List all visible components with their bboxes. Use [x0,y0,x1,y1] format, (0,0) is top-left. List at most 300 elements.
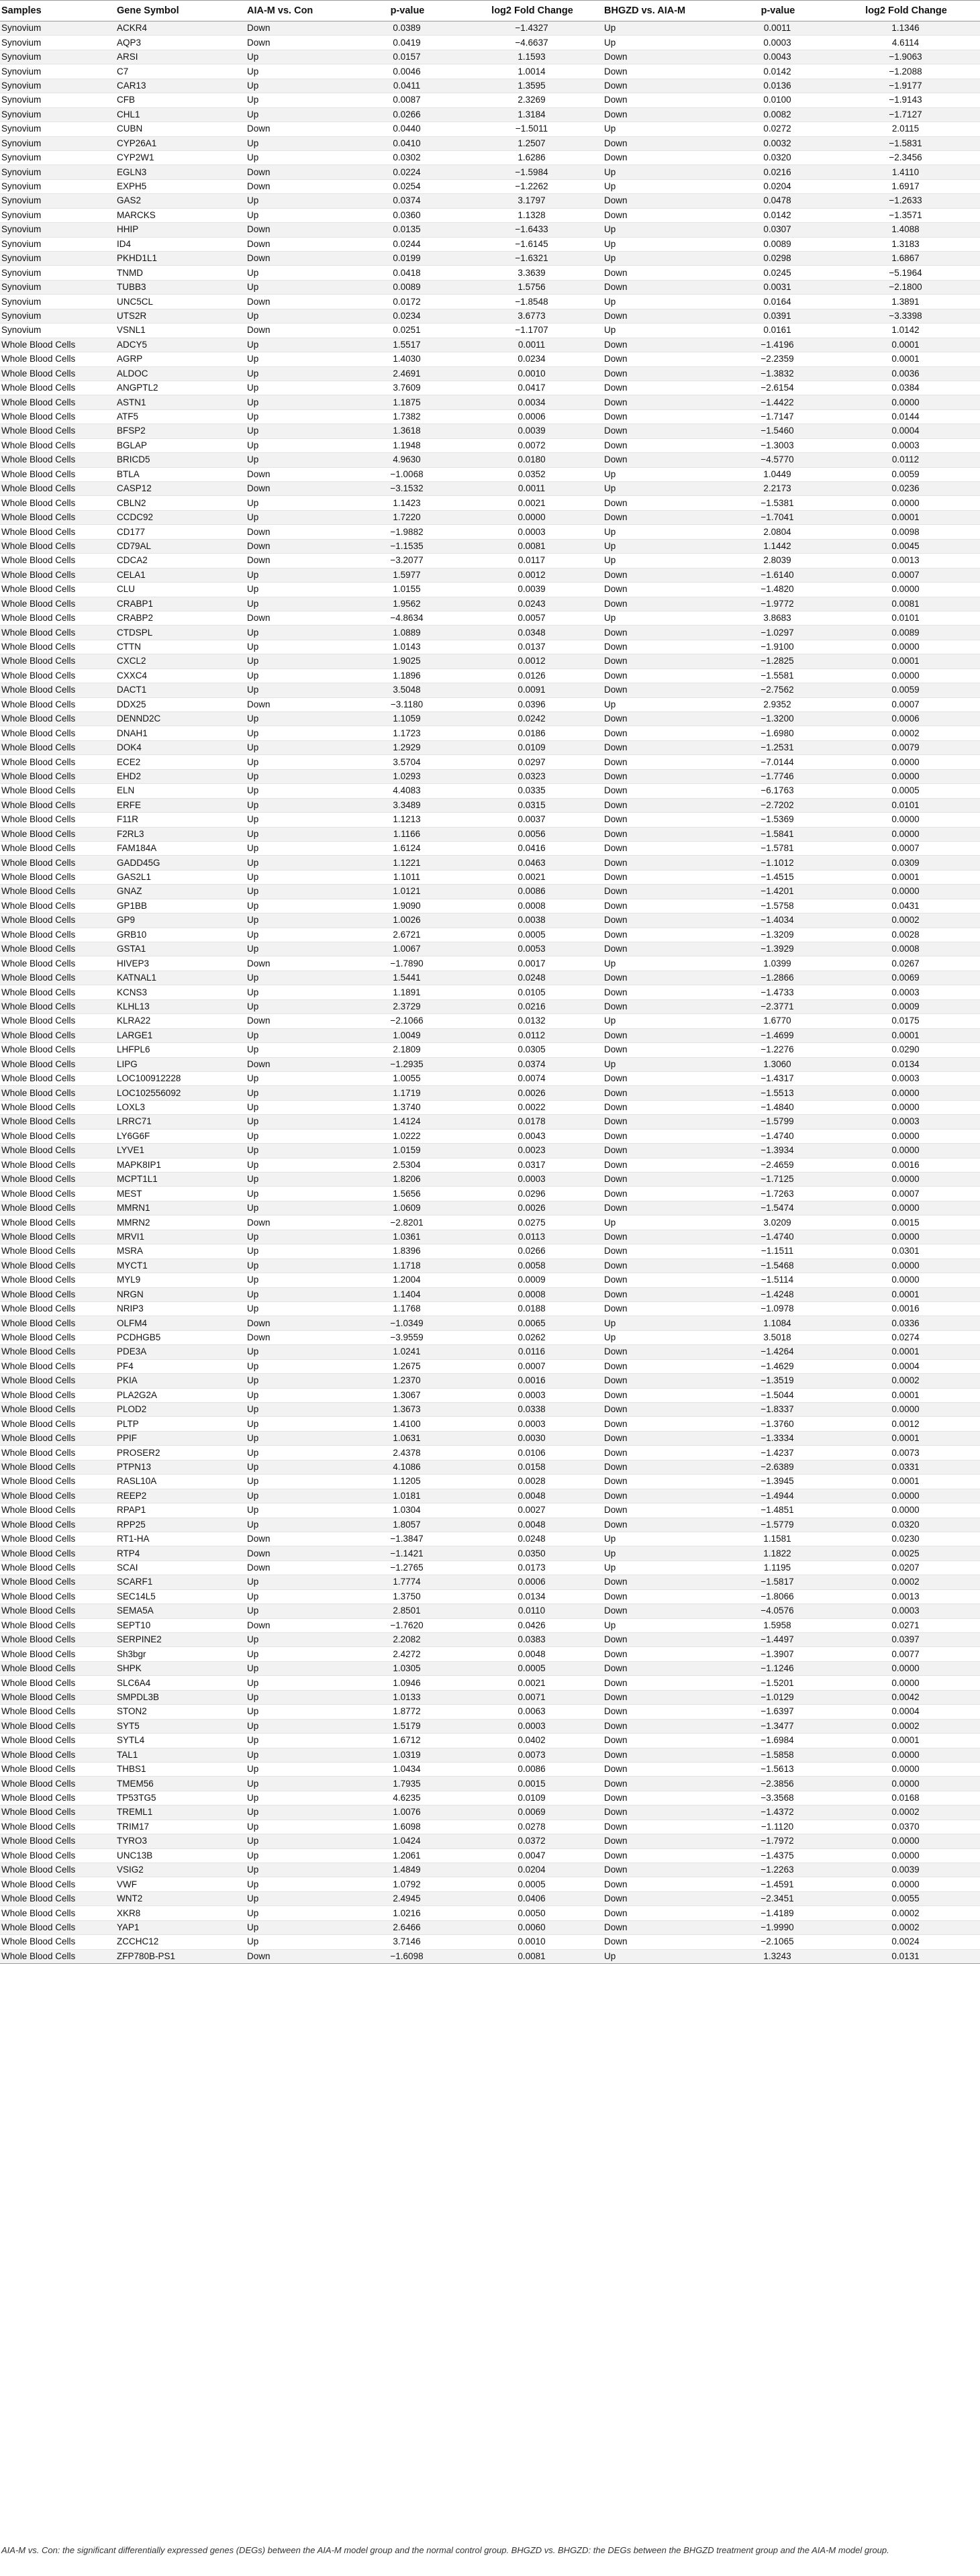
table-row [0,1489,980,1503]
table-row [0,1086,980,1100]
cell-aia-direction: Up [246,1575,353,1589]
cell-sample: Whole Blood Cells [0,1431,115,1445]
cell-sample: Whole Blood Cells [0,1705,115,1719]
cell-p-value-2: 0.0307 [724,223,831,237]
cell-sample: Whole Blood Cells [0,611,115,625]
cell-gene: C7 [115,64,246,79]
cell-log2fc-1: 0.0372 [460,1834,603,1848]
cell-p-value-1: 1.8206 [353,1173,460,1187]
cell-sample: Whole Blood Cells [0,1216,115,1230]
cell-p-value-2: 0.0032 [724,136,831,150]
cell-bhgzd-direction: Down [603,1173,724,1187]
cell-log2fc-1: 0.0021 [460,870,603,884]
cell-aia-direction: Up [246,136,353,150]
cell-log2fc-2: −1.2633 [831,194,980,208]
cell-log2fc-2: 0.0000 [831,395,980,409]
cell-p-value-2: −1.4515 [724,870,831,884]
table-row [0,1144,980,1158]
cell-sample: Synovium [0,64,115,79]
cell-bhgzd-direction: Up [603,554,724,568]
cell-sample: Whole Blood Cells [0,1100,115,1114]
table-row [0,1820,980,1834]
cell-sample: Synovium [0,136,115,150]
cell-log2fc-1: 0.0022 [460,1100,603,1114]
cell-sample: Synovium [0,280,115,294]
cell-bhgzd-direction: Down [603,266,724,280]
cell-p-value-1: −2.1066 [353,1014,460,1028]
table-row [0,223,980,237]
cell-log2fc-2: −1.2088 [831,64,980,79]
table-row [0,798,980,812]
cell-sample: Whole Blood Cells [0,683,115,697]
cell-log2fc-1: 1.6286 [460,150,603,164]
cell-log2fc-1: 0.0071 [460,1690,603,1704]
cell-aia-direction: Up [246,1258,353,1273]
cell-aia-direction: Up [246,1863,353,1877]
cell-aia-direction: Up [246,1230,353,1244]
cell-bhgzd-direction: Down [603,740,724,754]
cell-p-value-1: 1.0076 [353,1805,460,1820]
cell-p-value-2: −1.1246 [724,1661,831,1675]
table-row [0,697,980,711]
cell-p-value-1: −1.1535 [353,539,460,553]
cell-aia-direction: Up [246,1848,353,1863]
cell-p-value-1: 1.0121 [353,885,460,899]
cell-log2fc-1: 0.0266 [460,1244,603,1258]
cell-p-value-1: 0.0046 [353,64,460,79]
cell-aia-direction: Up [246,1071,353,1085]
table-row [0,1403,980,1417]
cell-sample: Whole Blood Cells [0,583,115,597]
table-row [0,870,980,884]
cell-aia-direction: Up [246,1158,353,1172]
cell-sample: Whole Blood Cells [0,1748,115,1762]
cell-sample: Whole Blood Cells [0,496,115,510]
cell-p-value-2: 1.6770 [724,1014,831,1028]
cell-bhgzd-direction: Up [603,467,724,481]
cell-bhgzd-direction: Down [603,1935,724,1949]
cell-aia-direction: Up [246,424,353,438]
cell-aia-direction: Up [246,999,353,1013]
cell-log2fc-2: 0.0005 [831,784,980,798]
cell-bhgzd-direction: Down [603,1129,724,1143]
cell-p-value-2: −1.6980 [724,726,831,740]
cell-sample: Whole Blood Cells [0,1043,115,1057]
cell-p-value-1: −4.8634 [353,611,460,625]
cell-p-value-1: 1.9025 [353,654,460,668]
cell-p-value-2: −1.4237 [724,1446,831,1460]
cell-aia-direction: Down [246,467,353,481]
cell-p-value-2: −1.4264 [724,1345,831,1359]
cell-aia-direction: Up [246,1345,353,1359]
cell-log2fc-1: −1.2262 [460,179,603,193]
cell-bhgzd-direction: Up [603,611,724,625]
cell-log2fc-1: −1.5011 [460,122,603,136]
cell-p-value-1: 1.1404 [353,1287,460,1301]
table-row [0,1906,980,1920]
cell-p-value-2: −1.7125 [724,1173,831,1187]
cell-sample: Synovium [0,252,115,266]
cell-gene: RTP4 [115,1546,246,1561]
cell-log2fc-1: 0.0021 [460,496,603,510]
cell-p-value-2: 0.0142 [724,64,831,79]
cell-aia-direction: Down [246,237,353,251]
cell-sample: Whole Blood Cells [0,1762,115,1776]
cell-p-value-1: −1.9882 [353,525,460,539]
cell-sample: Whole Blood Cells [0,1071,115,1085]
cell-gene: CTTN [115,640,246,654]
cell-bhgzd-direction: Up [603,525,724,539]
cell-bhgzd-direction: Up [603,1014,724,1028]
cell-log2fc-2: 0.0134 [831,1057,980,1071]
cell-log2fc-2: −1.5831 [831,136,980,150]
cell-log2fc-2: 0.0002 [831,1575,980,1589]
cell-aia-direction: Up [246,899,353,913]
cell-gene: XKR8 [115,1906,246,1920]
cell-log2fc-2: 1.6917 [831,179,980,193]
cell-gene: KCNS3 [115,985,246,999]
cell-bhgzd-direction: Down [603,597,724,611]
cell-p-value-2: 0.0011 [724,21,831,36]
cell-gene: SEC14L5 [115,1589,246,1603]
cell-p-value-1: 0.0234 [353,309,460,323]
table-row [0,1014,980,1028]
cell-sample: Whole Blood Cells [0,1460,115,1474]
cell-gene: BRICD5 [115,453,246,467]
cell-log2fc-1: 0.0112 [460,1028,603,1042]
cell-bhgzd-direction: Up [603,179,724,193]
table-body [0,21,980,1964]
cell-p-value-2: −1.5201 [724,1676,831,1690]
table-row [0,539,980,553]
cell-sample: Whole Blood Cells [0,668,115,683]
cell-p-value-2: −1.4840 [724,1100,831,1114]
cell-gene: ARSI [115,50,246,64]
cell-bhgzd-direction: Down [603,683,724,697]
cell-log2fc-2: −2.1800 [831,280,980,294]
cell-p-value-2: −2.6389 [724,1460,831,1474]
cell-log2fc-1: 0.0010 [460,366,603,381]
cell-log2fc-1: 0.0243 [460,597,603,611]
cell-log2fc-2: 1.3891 [831,295,980,309]
cell-p-value-2: −1.9772 [724,597,831,611]
cell-sample: Whole Blood Cells [0,899,115,913]
cell-aia-direction: Up [246,1935,353,1949]
cell-gene: CDCA2 [115,554,246,568]
cell-p-value-1: 1.8772 [353,1705,460,1719]
cell-sample: Synovium [0,223,115,237]
cell-sample: Whole Blood Cells [0,424,115,438]
cell-gene: PLA2G2A [115,1388,246,1402]
cell-sample: Whole Blood Cells [0,1345,115,1359]
cell-log2fc-2: 0.0101 [831,798,980,812]
cell-gene: F11R [115,813,246,827]
cell-p-value-2: −3.3568 [724,1791,831,1805]
cell-sample: Whole Blood Cells [0,798,115,812]
cell-sample: Synovium [0,309,115,323]
cell-log2fc-1: 0.0383 [460,1633,603,1647]
cell-aia-direction: Up [246,1043,353,1057]
table-row [0,1100,980,1114]
cell-p-value-2: −1.0297 [724,626,831,640]
cell-p-value-2: −2.3771 [724,999,831,1013]
cell-p-value-1: 1.8396 [353,1244,460,1258]
cell-bhgzd-direction: Down [603,668,724,683]
cell-aia-direction: Up [246,1244,353,1258]
cell-aia-direction: Up [246,280,353,294]
cell-p-value-1: 1.7220 [353,510,460,524]
cell-gene: MCPT1L1 [115,1173,246,1187]
cell-sample: Whole Blood Cells [0,1690,115,1704]
cell-log2fc-1: −1.6433 [460,223,603,237]
cell-log2fc-1: 0.0110 [460,1604,603,1618]
cell-aia-direction: Down [246,956,353,971]
cell-aia-direction: Up [246,64,353,79]
cell-p-value-2: −1.6984 [724,1734,831,1748]
cell-p-value-2: −1.4740 [724,1129,831,1143]
cell-p-value-2: 1.0399 [724,956,831,971]
cell-bhgzd-direction: Up [603,21,724,36]
cell-log2fc-1: 0.0204 [460,1863,603,1877]
cell-gene: F2RL3 [115,827,246,841]
cell-sample: Whole Blood Cells [0,554,115,568]
cell-p-value-2: −1.5513 [724,1086,831,1100]
cell-aia-direction: Up [246,1633,353,1647]
cell-p-value-2: 0.0100 [724,93,831,107]
table-footnote: AIA-M vs. Con: the significant differentially expressed genes (DEGs) between the AIA-M model group and the normal control group. BHGZD vs. BHGZD: the DEGs between the BHGZD treatment group and the AIA-M model group. [1,2545,889,2555]
cell-p-value-2: 1.5958 [724,1618,831,1632]
cell-p-value-2: −1.4820 [724,583,831,597]
cell-log2fc-2: 0.0007 [831,1187,980,1201]
cell-log2fc-1: 0.0057 [460,611,603,625]
cell-p-value-2: 3.8683 [724,611,831,625]
table-row [0,1173,980,1187]
table-row [0,510,980,524]
cell-p-value-1: 1.0155 [353,583,460,597]
cell-p-value-1: 1.0319 [353,1748,460,1762]
table-row [0,1330,980,1344]
cell-aia-direction: Up [246,1173,353,1187]
cell-aia-direction: Up [246,870,353,884]
cell-log2fc-1: 0.0008 [460,899,603,913]
header-p-value-1: p-value [353,1,460,21]
table-row [0,1690,980,1704]
cell-log2fc-2: −2.3456 [831,150,980,164]
cell-p-value-2: −1.5369 [724,813,831,827]
table-row [0,1374,980,1388]
table-row [0,1719,980,1733]
table-row [0,1287,980,1301]
cell-log2fc-1: 0.0305 [460,1043,603,1057]
table-row [0,496,980,510]
cell-p-value-1: 1.1011 [353,870,460,884]
cell-log2fc-1: 0.0216 [460,999,603,1013]
cell-sample: Whole Blood Cells [0,1446,115,1460]
cell-p-value-2: 1.3060 [724,1057,831,1071]
table-row [0,482,980,496]
cell-bhgzd-direction: Down [603,150,724,164]
table-row [0,784,980,798]
table-row [0,252,980,266]
cell-p-value-2: −1.8337 [724,1403,831,1417]
cell-log2fc-1: 0.0134 [460,1589,603,1603]
cell-p-value-2: −2.6154 [724,381,831,395]
table-row [0,813,980,827]
cell-log2fc-2: 0.0003 [831,438,980,452]
cell-sample: Whole Blood Cells [0,1777,115,1791]
cell-aia-direction: Up [246,395,353,409]
cell-p-value-1: −1.1421 [353,1546,460,1561]
cell-log2fc-2: 1.0142 [831,324,980,338]
cell-bhgzd-direction: Down [603,1777,724,1791]
cell-aia-direction: Down [246,122,353,136]
cell-bhgzd-direction: Up [603,1546,724,1561]
cell-p-value-2: −1.3760 [724,1417,831,1431]
cell-log2fc-1: 0.0039 [460,583,603,597]
cell-gene: ASTN1 [115,395,246,409]
cell-sample: Whole Blood Cells [0,985,115,999]
cell-sample: Whole Blood Cells [0,1877,115,1891]
header-bhgzd-vs-aia: BHGZD vs. AIA-M [603,1,724,21]
cell-aia-direction: Up [246,626,353,640]
cell-p-value-2: −1.4944 [724,1489,831,1503]
cell-log2fc-2: 0.0089 [831,626,980,640]
cell-log2fc-1: 0.0023 [460,1144,603,1158]
cell-log2fc-1: 0.0003 [460,1388,603,1402]
cell-gene: THBS1 [115,1762,246,1776]
cell-aia-direction: Up [246,1891,353,1905]
cell-log2fc-1: 0.0009 [460,1273,603,1287]
cell-sample: Whole Blood Cells [0,1374,115,1388]
cell-bhgzd-direction: Down [603,755,724,769]
cell-gene: YAP1 [115,1920,246,1934]
cell-sample: Whole Blood Cells [0,1518,115,1532]
cell-aia-direction: Up [246,885,353,899]
cell-gene: UTS2R [115,309,246,323]
cell-log2fc-2: 0.0073 [831,1446,980,1460]
cell-p-value-1: 1.0133 [353,1690,460,1704]
cell-log2fc-2: 0.0000 [831,1676,980,1690]
cell-log2fc-2: 0.0000 [831,1748,980,1762]
header-aia-vs-con: AIA-M vs. Con [246,1,353,21]
cell-p-value-1: 0.0244 [353,237,460,251]
cell-p-value-2: −1.6140 [724,568,831,582]
cell-gene: PF4 [115,1359,246,1373]
cell-gene: TMEM56 [115,1777,246,1791]
cell-gene: CAR13 [115,79,246,93]
cell-aia-direction: Up [246,266,353,280]
cell-bhgzd-direction: Up [603,1532,724,1546]
cell-sample: Whole Blood Cells [0,352,115,366]
cell-p-value-1: 1.9090 [353,899,460,913]
cell-aia-direction: Up [246,1906,353,1920]
table-row [0,726,980,740]
table-row [0,136,980,150]
cell-bhgzd-direction: Down [603,1805,724,1820]
cell-gene: EGLN3 [115,165,246,179]
cell-bhgzd-direction: Down [603,999,724,1013]
cell-bhgzd-direction: Down [603,640,724,654]
cell-gene: GAS2 [115,194,246,208]
cell-p-value-1: 1.5977 [353,568,460,582]
cell-sample: Whole Blood Cells [0,1891,115,1905]
cell-gene: LOC102556092 [115,1086,246,1100]
cell-sample: Whole Blood Cells [0,1330,115,1344]
table-row [0,93,980,107]
cell-bhgzd-direction: Down [603,1374,724,1388]
table-row [0,1575,980,1589]
cell-log2fc-2: 0.0000 [831,1762,980,1776]
cell-bhgzd-direction: Up [603,324,724,338]
cell-p-value-2: −1.2276 [724,1043,831,1057]
cell-log2fc-1: 0.0406 [460,1891,603,1905]
cell-aia-direction: Up [246,1791,353,1805]
cell-p-value-1: 1.5441 [353,971,460,985]
cell-log2fc-2: 0.0397 [831,1633,980,1647]
cell-p-value-2: −1.5613 [724,1762,831,1776]
table-row [0,1863,980,1877]
cell-sample: Whole Blood Cells [0,999,115,1013]
cell-aia-direction: Up [246,856,353,870]
cell-log2fc-2: 0.0101 [831,611,980,625]
cell-gene: TRIM17 [115,1820,246,1834]
cell-bhgzd-direction: Down [603,510,724,524]
cell-sample: Whole Blood Cells [0,1834,115,1848]
table-row [0,1762,980,1776]
cell-aia-direction: Down [246,697,353,711]
cell-p-value-1: 2.6721 [353,928,460,942]
cell-p-value-1: 1.1166 [353,827,460,841]
cell-aia-direction: Up [246,409,353,424]
table-row [0,381,980,395]
cell-sample: Whole Blood Cells [0,395,115,409]
cell-aia-direction: Up [246,1301,353,1316]
cell-gene: TUBB3 [115,280,246,294]
cell-p-value-1: 1.7935 [353,1777,460,1791]
cell-p-value-2: −1.4591 [724,1877,831,1891]
cell-aia-direction: Up [246,352,353,366]
cell-sample: Whole Blood Cells [0,928,115,942]
table-row [0,338,980,352]
cell-aia-direction: Up [246,1589,353,1603]
cell-sample: Synovium [0,93,115,107]
cell-gene: BTLA [115,467,246,481]
cell-log2fc-1: 0.0005 [460,1877,603,1891]
cell-log2fc-1: 0.0323 [460,769,603,783]
cell-p-value-1: 1.1059 [353,712,460,726]
cell-p-value-1: 1.0216 [353,1906,460,1920]
cell-log2fc-2: 0.0002 [831,1805,980,1820]
cell-sample: Whole Blood Cells [0,1086,115,1100]
cell-bhgzd-direction: Up [603,1330,724,1344]
cell-p-value-2: −1.7041 [724,510,831,524]
cell-p-value-2: −1.7263 [724,1187,831,1201]
cell-log2fc-2: 0.0001 [831,338,980,352]
cell-log2fc-1: 0.0338 [460,1403,603,1417]
cell-log2fc-1: 0.0158 [460,1460,603,1474]
cell-gene: LIPG [115,1057,246,1071]
cell-aia-direction: Up [246,381,353,395]
cell-log2fc-2: 0.0002 [831,1719,980,1733]
cell-gene: PTPN13 [115,1460,246,1474]
cell-sample: Synovium [0,266,115,280]
cell-aia-direction: Up [246,150,353,164]
cell-p-value-2: −1.3519 [724,1374,831,1388]
cell-log2fc-2: 0.0331 [831,1460,980,1474]
table-row [0,1216,980,1230]
cell-gene: SLC6A4 [115,1676,246,1690]
cell-sample: Whole Blood Cells [0,1489,115,1503]
